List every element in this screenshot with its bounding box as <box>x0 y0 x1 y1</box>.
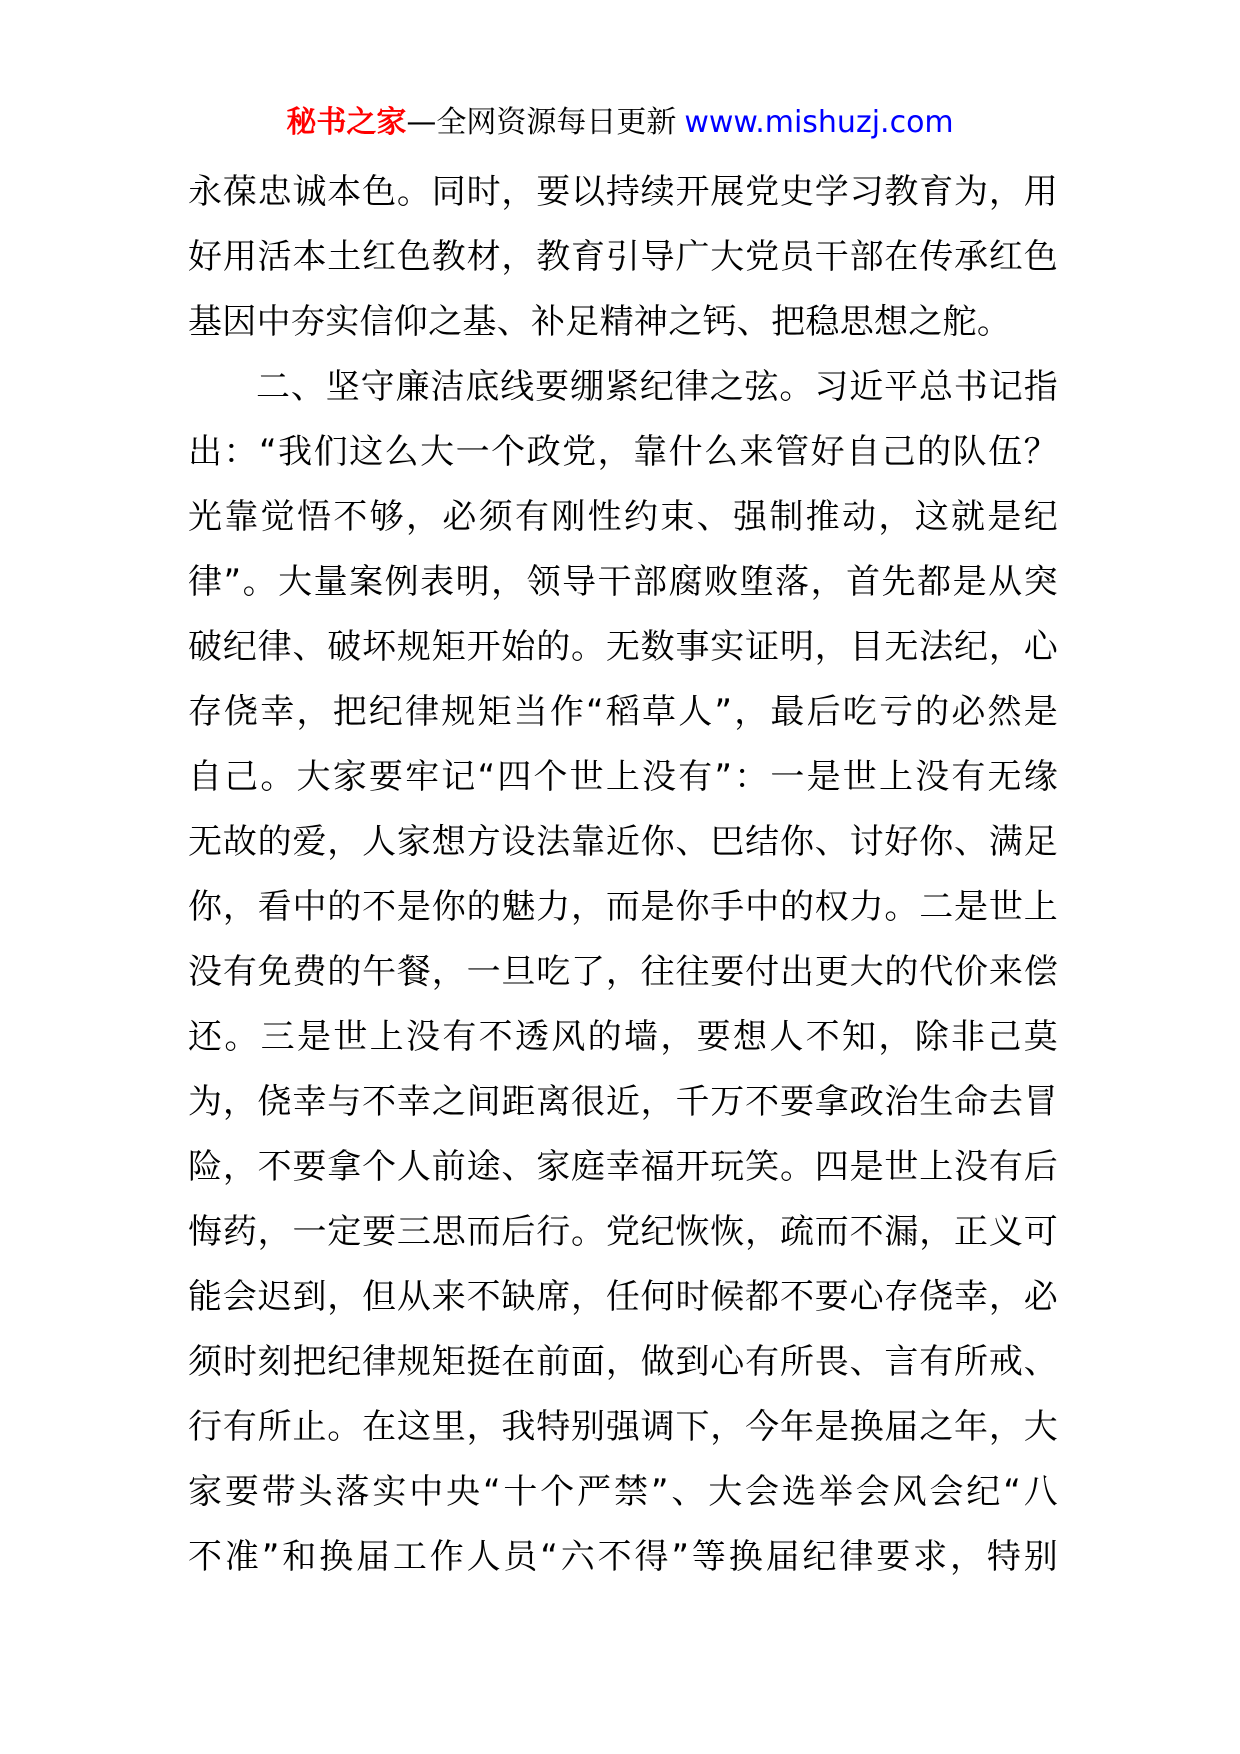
site-url-link[interactable]: www.mishuzj.com <box>684 105 954 140</box>
text-line: 出：“我们这么大一个政党，靠什么来管好自己的队伍？ <box>188 432 1058 472</box>
text-line: 二、坚守廉洁底线要绷紧纪律之弦。习近平总书记指 <box>256 367 1058 407</box>
header-slogan: —全网资源每日更新 <box>406 105 677 140</box>
text-line: 悔药，一定要三思而后行。党纪恢恢，疏而不漏，正义可 <box>188 1212 1058 1252</box>
text-line: 律”。大量案例表明，领导干部腐败堕落，首先都是从突 <box>188 562 1058 602</box>
text-line: 还。三是世上没有不透风的墙，要想人不知，除非己莫 <box>188 1017 1058 1057</box>
text-line: 须时刻把纪律规矩挺在前面，做到心有所畏、言有所戒、 <box>188 1342 1058 1382</box>
text-line: 你，看中的不是你的魅力，而是你手中的权力。二是世上 <box>188 887 1058 927</box>
text-line: 能会迟到，但从来不缺席，任何时候都不要心存侥幸，必 <box>188 1277 1058 1317</box>
text-line: 行有所止。在这里，我特别强调下，今年是换届之年，大 <box>188 1407 1058 1447</box>
text-line: 不准”和换届工作人员“六不得”等换届纪律要求，特别 <box>188 1537 1058 1577</box>
document-body <box>188 160 1058 1590</box>
text-line: 没有免费的午餐，一旦吃了，往往要付出更大的代价来偿 <box>188 952 1058 992</box>
text-line: 破纪律、破坏规矩开始的。无数事实证明，目无法纪，心 <box>188 627 1058 667</box>
brand-name: 秘书之家 <box>286 105 407 140</box>
page-header <box>0 98 1240 148</box>
text-line: 永葆忠诚本色。同时，要以持续开展党史学习教育为，用 <box>188 172 1058 212</box>
text-line: 光靠觉悟不够，必须有刚性约束、强制推动，这就是纪 <box>188 497 1058 537</box>
text-line: 自己。大家要牢记“四个世上没有”：一是世上没有无缘 <box>188 757 1058 797</box>
text-line: 基因中夯实信仰之基、补足精神之钙、把稳思想之舵。 <box>188 302 1012 342</box>
text-line: 好用活本土红色教材，教育引导广大党员干部在传承红色 <box>188 237 1058 277</box>
text-line: 存侥幸，把纪律规矩当作“稻草人”，最后吃亏的必然是 <box>188 692 1058 732</box>
text-line: 险，不要拿个人前途、家庭幸福开玩笑。四是世上没有后 <box>188 1147 1058 1187</box>
text-line: 无故的爱，人家想方设法靠近你、巴结你、讨好你、满足 <box>188 822 1058 862</box>
text-line: 为，侥幸与不幸之间距离很近，千万不要拿政治生命去冒 <box>188 1082 1058 1122</box>
text-line: 家要带头落实中央“十个严禁”、大会选举会风会纪“八 <box>188 1472 1058 1512</box>
